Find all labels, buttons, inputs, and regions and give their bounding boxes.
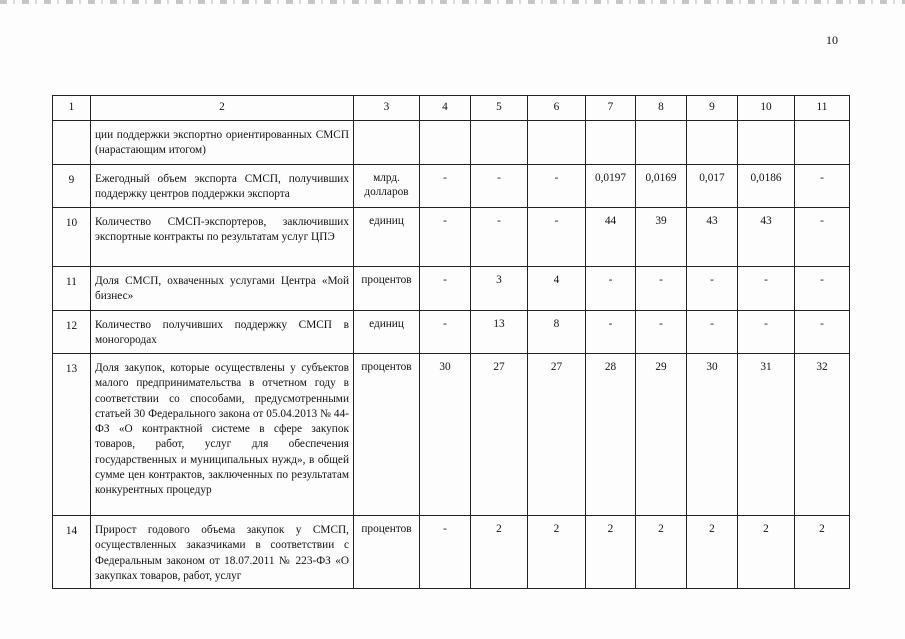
scan-artifact-strip [0, 0, 905, 4]
value-cell: 2 [738, 516, 795, 589]
row-number: 11 [53, 267, 91, 311]
value-cell: 4 [528, 267, 586, 311]
value-cell: 43 [738, 208, 795, 267]
value-cell: - [738, 267, 795, 311]
header-cell: 7 [586, 96, 636, 121]
value-cell: 43 [687, 208, 738, 267]
indicator-text: Доля СМСП, охваченных услугами Центра «Мой бизнес» [91, 267, 354, 311]
value-cell: 2 [636, 516, 687, 589]
header-cell: 1 [53, 96, 91, 121]
value-cell: - [687, 267, 738, 311]
row-number [53, 121, 91, 165]
value-cell: 0,0169 [636, 165, 687, 208]
indicator-text: Количество СМСП-экспортеров, заключивших экспортные контракты по результатам услуг ЦПЭ [91, 208, 354, 267]
value-cell: 2 [687, 516, 738, 589]
value-cell: 2 [586, 516, 636, 589]
value-cell: 0,0197 [586, 165, 636, 208]
table-row [53, 208, 850, 267]
header-cell: 8 [636, 96, 687, 121]
value-cell: 27 [471, 354, 528, 516]
value-cell: 44 [586, 208, 636, 267]
header-cell: 11 [795, 96, 850, 121]
value-cell [528, 121, 586, 165]
header-cell: 10 [738, 96, 795, 121]
value-cell: - [420, 208, 471, 267]
unit-cell: единиц [354, 208, 420, 267]
header-cell: 6 [528, 96, 586, 121]
value-cell: - [687, 311, 738, 354]
value-cell: - [795, 311, 850, 354]
value-cell [636, 121, 687, 165]
unit-cell: единиц [354, 311, 420, 354]
indicator-text: Количество получивших поддержку СМСП в моногородах [91, 311, 354, 354]
value-cell: 2 [471, 516, 528, 589]
value-cell: - [795, 267, 850, 311]
value-cell: - [636, 267, 687, 311]
value-cell: - [420, 516, 471, 589]
table-header-row [53, 96, 850, 121]
value-cell: - [586, 311, 636, 354]
value-cell: - [795, 208, 850, 267]
header-cell: 2 [91, 96, 354, 121]
page-number: 10 [826, 33, 838, 47]
table-row [53, 165, 850, 208]
table-row [53, 516, 850, 589]
unit-cell: процентов [354, 267, 420, 311]
value-cell: - [420, 165, 471, 208]
indicator-text: Прирост годового объема закупок у СМСП, осуществленных заказчиками в соответствии с Федеральным законом от 18.07.2011 № 223-ФЗ «О закупках товаров, работ, услуг [91, 516, 354, 589]
indicator-text: Ежегодный объем экспорта СМСП, получивших поддержку центров поддержки экспорта [91, 165, 354, 208]
table-row [53, 311, 850, 354]
value-cell: - [795, 165, 850, 208]
table-row [53, 121, 850, 165]
row-number: 9 [53, 165, 91, 208]
row-number: 10 [53, 208, 91, 267]
value-cell: - [471, 208, 528, 267]
header-cell: 9 [687, 96, 738, 121]
value-cell: 31 [738, 354, 795, 516]
table-row [53, 267, 850, 311]
value-cell: 2 [795, 516, 850, 589]
row-number: 12 [53, 311, 91, 354]
value-cell: 39 [636, 208, 687, 267]
indicator-text: Доля закупок, которые осуществлены у субъектов малого предпринимательства в отчетном году в соответствии со способами, предусмотренными статьей 30 Федерального закона от 05.04.2013 № 44-ФЗ «О контрактной системе в сфере закупок товаров, работ, услуг для обеспечения государственных и муниципальных нужд», в общей сумме цен контрактов, заключенных по результатам конкурентных процедур [91, 354, 354, 516]
row-number: 13 [53, 354, 91, 516]
value-cell: - [528, 165, 586, 208]
value-cell: 30 [687, 354, 738, 516]
indicators-table [52, 95, 850, 589]
value-cell: 3 [471, 267, 528, 311]
unit-cell: процентов [354, 354, 420, 516]
value-cell: 13 [471, 311, 528, 354]
value-cell: - [471, 165, 528, 208]
value-cell: - [738, 311, 795, 354]
unit-cell: млрд. долларов [354, 165, 420, 208]
row-number: 14 [53, 516, 91, 589]
table-row [53, 354, 850, 516]
unit-cell [354, 121, 420, 165]
value-cell [420, 121, 471, 165]
value-cell: 29 [636, 354, 687, 516]
value-cell: - [528, 208, 586, 267]
indicator-text: ции поддержки экспортно ориентированных СМСП (нарастающим итогом) [91, 121, 354, 165]
header-cell: 3 [354, 96, 420, 121]
value-cell: 32 [795, 354, 850, 516]
value-cell [471, 121, 528, 165]
value-cell: - [586, 267, 636, 311]
unit-cell: процентов [354, 516, 420, 589]
value-cell [687, 121, 738, 165]
value-cell: - [420, 311, 471, 354]
value-cell: 30 [420, 354, 471, 516]
value-cell: - [636, 311, 687, 354]
value-cell [586, 121, 636, 165]
value-cell: 0,0186 [738, 165, 795, 208]
value-cell: 0,017 [687, 165, 738, 208]
value-cell [795, 121, 850, 165]
value-cell: 27 [528, 354, 586, 516]
value-cell: 28 [586, 354, 636, 516]
header-cell: 4 [420, 96, 471, 121]
value-cell: 2 [528, 516, 586, 589]
value-cell: 8 [528, 311, 586, 354]
value-cell [738, 121, 795, 165]
value-cell: - [420, 267, 471, 311]
header-cell: 5 [471, 96, 528, 121]
